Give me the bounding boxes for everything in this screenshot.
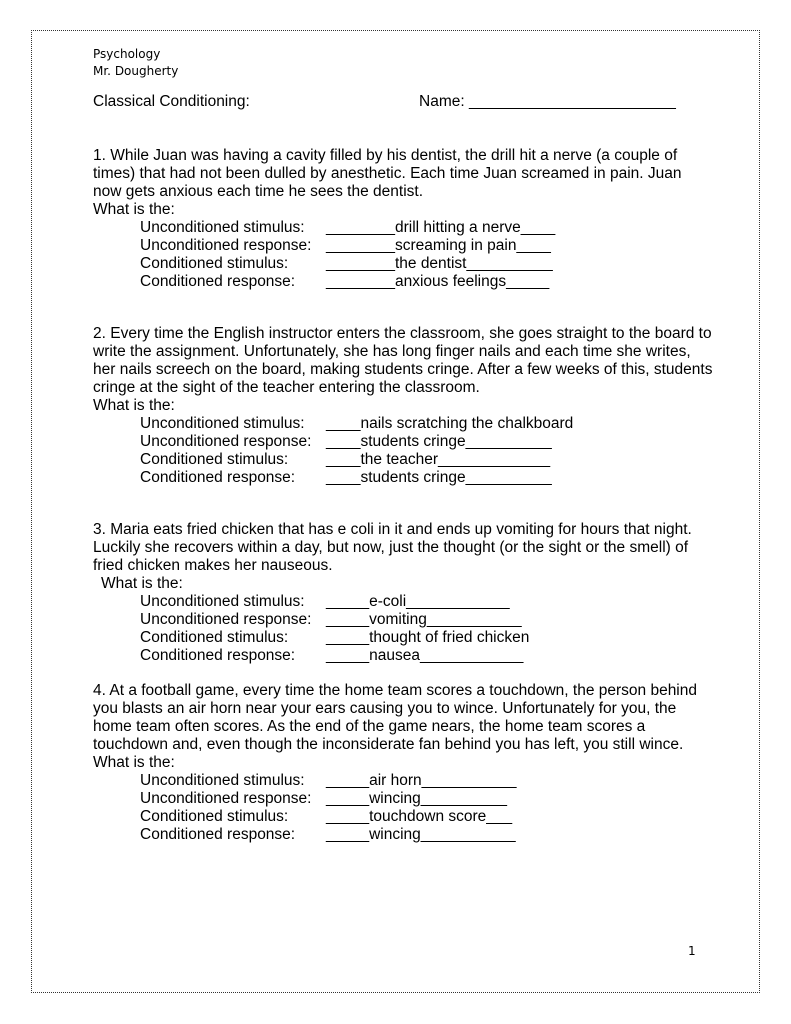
answer-row-us (140, 772, 713, 790)
answer-conditioned-response: ________anxious feelings_____ (326, 273, 550, 290)
label-unconditioned-stimulus: Unconditioned stimulus: (140, 415, 305, 432)
name-field: Name: ________________________ (419, 93, 676, 110)
answer-row-cs (140, 255, 713, 273)
label-unconditioned-response: Unconditioned response: (140, 611, 312, 628)
answer-unconditioned-response: _____wincing__________ (326, 790, 507, 807)
label-conditioned-response: Conditioned response: (140, 826, 296, 843)
label-conditioned-response: Conditioned response: (140, 647, 296, 664)
answer-row-cs (140, 808, 713, 826)
answer-row-us (140, 593, 713, 611)
label-unconditioned-stimulus: Unconditioned stimulus: (140, 219, 305, 236)
answer-row-cs (140, 451, 713, 469)
label-conditioned-response: Conditioned response: (140, 273, 296, 290)
label-conditioned-stimulus: Conditioned stimulus: (140, 629, 289, 646)
question-prompt: What is the: (101, 575, 183, 592)
question-3 (93, 521, 713, 665)
teacher-name: Mr. Dougherty (93, 64, 179, 78)
answer-unconditioned-stimulus: _____e-coli____________ (326, 593, 510, 610)
answer-row-ur (140, 237, 713, 255)
label-conditioned-stimulus: Conditioned stimulus: (140, 255, 289, 272)
answer-unconditioned-response: ________screaming in pain____ (326, 237, 551, 254)
answer-row-cr (140, 273, 713, 291)
label-unconditioned-response: Unconditioned response: (140, 433, 312, 450)
document-header (93, 46, 178, 80)
answer-row-us (140, 415, 713, 433)
course-name: Psychology (93, 47, 161, 61)
label-unconditioned-response: Unconditioned response: (140, 790, 312, 807)
question-text: 1. While Juan was having a cavity filled by his dentist, the drill hit a nerve (a couple of times) that had not been dulled by anesthetic. Each time Juan screamed in pain. Juan now gets anxious each time he sees the dentist. (93, 147, 682, 200)
question-prompt: What is the: (93, 754, 175, 771)
question-text: 2. Every time the English instructor enters the classroom, she goes straight to the board to write the assignment. Unfortunately, she has long finger nails and each time she writes, her nails screech on the board, making students cringe. After a few weeks of this, students cringe at the sight of the teacher entering the classroom. (93, 325, 713, 396)
answer-conditioned-response: ____students cringe__________ (326, 469, 552, 486)
answer-row-us (140, 219, 713, 237)
page-number: 1 (688, 944, 696, 958)
answer-unconditioned-stimulus: ________drill hitting a nerve____ (326, 219, 556, 236)
answer-row-ur (140, 611, 713, 629)
question-2 (93, 325, 713, 487)
answer-unconditioned-response: _____vomiting___________ (326, 611, 522, 628)
answer-conditioned-stimulus: ____the teacher_____________ (326, 451, 551, 468)
answer-conditioned-stimulus: _____touchdown score___ (326, 808, 513, 825)
label-conditioned-stimulus: Conditioned stimulus: (140, 451, 289, 468)
label-unconditioned-stimulus: Unconditioned stimulus: (140, 772, 305, 789)
worksheet-title: Classical Conditioning: (93, 93, 250, 110)
answer-row-cr (140, 826, 713, 844)
question-1 (93, 147, 713, 291)
question-4 (93, 682, 713, 844)
answer-unconditioned-stimulus: ____nails scratching the chalkboard (326, 415, 574, 432)
label-conditioned-response: Conditioned response: (140, 469, 296, 486)
question-prompt: What is the: (93, 201, 175, 218)
label-unconditioned-stimulus: Unconditioned stimulus: (140, 593, 305, 610)
answer-unconditioned-stimulus: _____air horn___________ (326, 772, 517, 789)
answer-row-cr (140, 469, 713, 487)
answer-row-ur (140, 433, 713, 451)
answer-conditioned-stimulus: _____thought of fried chicken (326, 629, 530, 646)
answer-conditioned-response: _____nausea____________ (326, 647, 524, 664)
answer-row-cr (140, 647, 713, 665)
question-prompt: What is the: (93, 397, 175, 414)
answer-conditioned-stimulus: ________the dentist__________ (326, 255, 553, 272)
label-unconditioned-response: Unconditioned response: (140, 237, 312, 254)
label-conditioned-stimulus: Conditioned stimulus: (140, 808, 289, 825)
answer-conditioned-response: _____wincing___________ (326, 826, 516, 843)
answer-row-ur (140, 790, 713, 808)
question-text: 4. At a football game, every time the home team scores a touchdown, the person behind you blasts an air horn near your ears causing you to wince. Unfortunately for you, the home team often scores. As the end of the game nears, the home team scores a touchdown and, even though the inconsiderate fan behind you has left, you still wince. (93, 682, 697, 753)
question-text: 3. Maria eats fried chicken that has e coli in it and ends up vomiting for hours that night. Luckily she recovers within a day, but now, just the thought (or the sight or the smell) of fried chicken makes her nauseous. (93, 521, 692, 574)
answer-unconditioned-response: ____students cringe__________ (326, 433, 552, 450)
answer-row-cs (140, 629, 713, 647)
